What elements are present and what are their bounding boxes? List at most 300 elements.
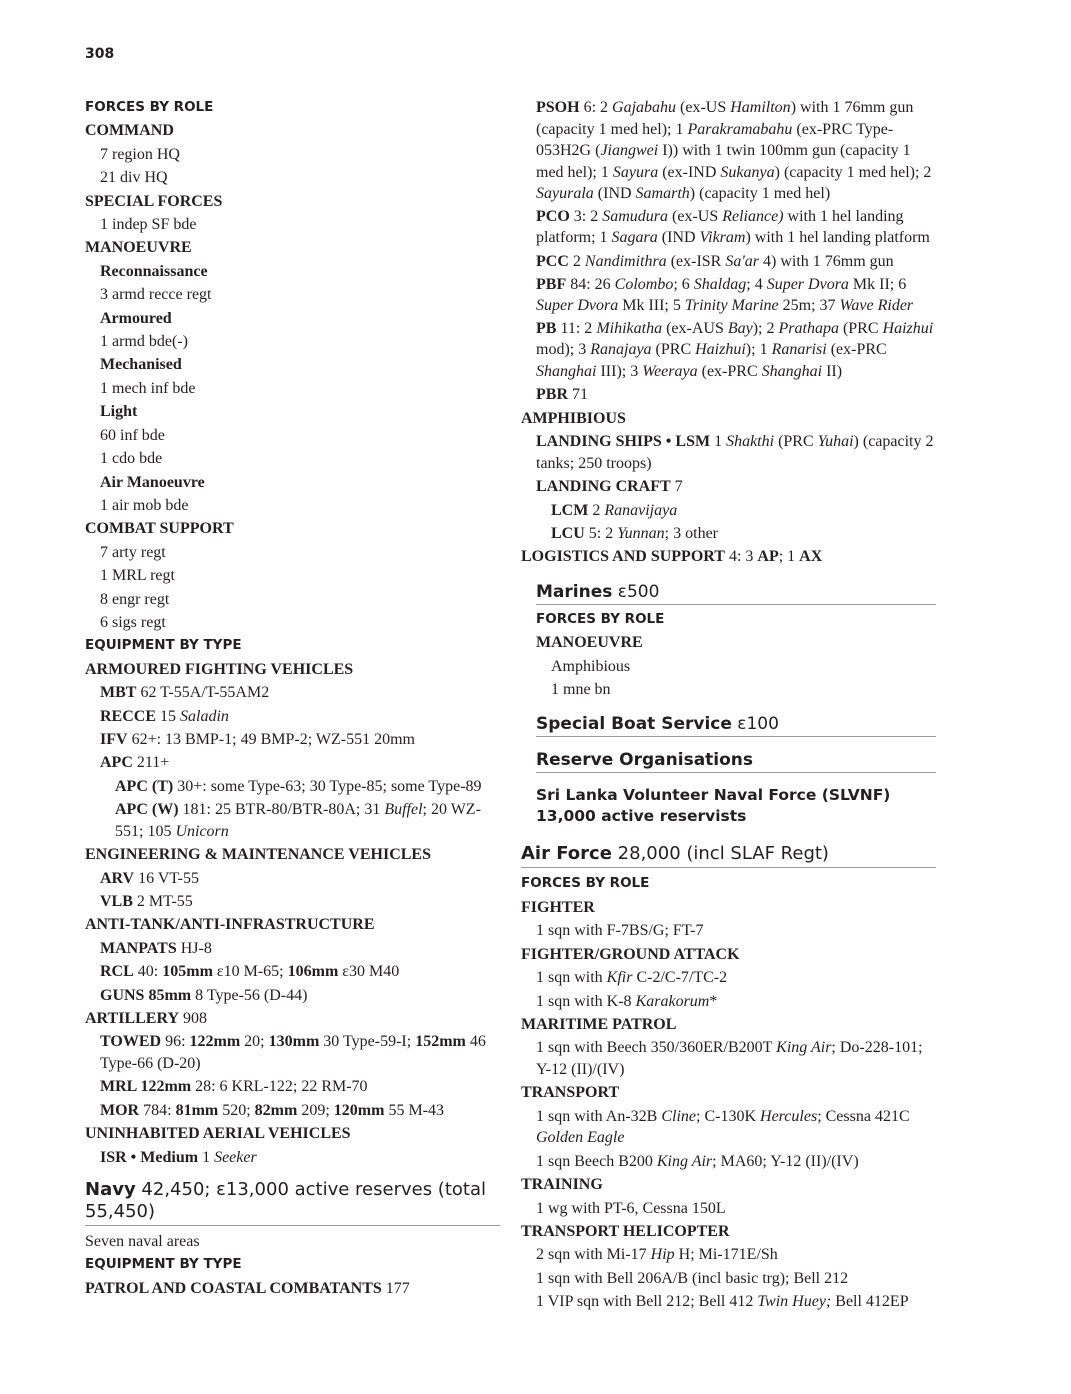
text: 1 cdo bde: [100, 450, 163, 468]
italic-text: Yuhai: [817, 433, 854, 451]
bold-text: TRANSPORT HELICOPTER: [521, 1222, 730, 1240]
bold-text: APC: [100, 754, 133, 772]
bold-text: 130mm: [268, 1033, 320, 1051]
marines-block: [536, 581, 936, 828]
text: 784:: [139, 1101, 176, 1119]
text: ε30 M40: [338, 963, 400, 981]
bold-text: FIGHTER: [521, 898, 595, 916]
text: 4) with 1 76mm gun: [759, 252, 894, 270]
italic-text: Ranajaya: [590, 341, 652, 359]
text: (ex-US: [676, 99, 731, 116]
bold-text: RECCE: [100, 707, 157, 725]
uninhabited-aerial-vehicles-line: [85, 1122, 500, 1145]
1-vip-sqn-with-bell-212-bell-412-line: [521, 1290, 936, 1313]
italic-text: Shakthi: [726, 433, 775, 451]
text: 7 region HQ: [100, 145, 180, 163]
2-sqn-with-mi-17-line: [521, 1243, 936, 1266]
1-indep-sf-bde-line: [85, 213, 500, 236]
bold-text: 106mm: [287, 963, 339, 981]
mbt-line: [85, 681, 500, 704]
navy-header-rest: 42,450; ε13,000 active reserves (total 55,450): [85, 1179, 486, 1223]
manpats-line: [85, 937, 500, 960]
amphibious-line: [536, 655, 936, 678]
bold-text: PCC: [536, 252, 569, 270]
1-mrl-regt-line: [85, 564, 500, 587]
text: ; 6: [673, 275, 694, 293]
text: (PRC: [651, 341, 696, 359]
italic-text: Nandimithra: [584, 252, 667, 270]
text: (IND: [593, 185, 636, 202]
italic-text: Haizhui: [695, 341, 746, 359]
text: 1: [198, 1148, 215, 1166]
bold-text: FIGHTER/GROUND ATTACK: [521, 945, 740, 963]
21-div-hq-line: [85, 166, 500, 189]
text: 46 Type-66 (D-20): [100, 1033, 486, 1072]
italic-text: Buffel: [384, 801, 423, 819]
italic-text: Karakorum: [635, 992, 710, 1010]
text: ); 1: [745, 341, 772, 359]
text: III); 3: [596, 362, 643, 380]
bold-text: PBF: [536, 275, 567, 293]
bold-text: IFV: [100, 730, 128, 748]
italic-text: Bay: [727, 319, 753, 337]
text: 1 indep SF bde: [100, 216, 197, 234]
rcl-line: [85, 960, 500, 983]
italic-text: Seeker: [214, 1148, 257, 1166]
text: 1 mech inf bde: [100, 379, 196, 397]
text: 1 mne bn: [551, 681, 611, 699]
italic-text: Vikram: [699, 229, 746, 246]
text: 177: [381, 1279, 410, 1297]
bold-text: AX: [799, 548, 823, 566]
bold-text: 120mm: [333, 1101, 385, 1119]
text: 7: [670, 478, 683, 496]
page-number: 308: [85, 46, 115, 62]
text: 1 sqn with An-32B: [536, 1107, 662, 1125]
training-line: [521, 1173, 936, 1196]
bold-text: AP: [757, 548, 779, 566]
text: C-2/C-7/TC-2: [632, 969, 728, 987]
pco-line: [521, 206, 936, 249]
apc-t-line: [85, 775, 500, 798]
text: 181: 25 BTR-80/BTR-80A; 31: [178, 801, 385, 819]
bold-text: ARV: [100, 869, 135, 887]
1-armd-bde-line: [85, 330, 500, 353]
text: ; 20 WZ-551; 105: [115, 801, 481, 840]
text: 2: [568, 252, 585, 270]
apc-w-line: [85, 799, 500, 842]
text: 25m; 37: [778, 297, 840, 315]
text: *: [709, 992, 718, 1010]
1-cdo-bde-line: [85, 447, 500, 470]
apc-line: [85, 751, 500, 774]
text: ; Do-228-101; Y-12 (II)/(IV): [536, 1039, 923, 1078]
text: 40:: [133, 963, 163, 981]
text: 3 armd recce regt: [100, 286, 212, 304]
pbr-line: [521, 383, 936, 406]
1-wg-with-pt-6-cessna-150l-line: [521, 1197, 936, 1220]
bold-text: 81mm: [175, 1101, 219, 1119]
bold-text: ARMOURED FIGHTING VEHICLES: [85, 660, 354, 678]
text: ) (capacity 2 tanks; 250 troops): [536, 433, 934, 472]
bold-text: Air Manoeuvre: [100, 473, 205, 491]
bold-text: FORCES BY ROLE: [536, 610, 665, 627]
text: Mk III; 5: [618, 297, 685, 315]
italic-text: Samudura: [602, 207, 669, 225]
italic-text: Reliance): [722, 207, 784, 225]
left-column: [85, 96, 500, 1300]
bold-text: VLB: [100, 893, 133, 910]
text: 60 inf bde: [100, 426, 165, 444]
italic-text: Golden Eagle: [536, 1129, 625, 1147]
text: 1 sqn with Bell 206A/B (incl basic trg); Bell 212: [536, 1269, 849, 1287]
bold-text: PBR: [536, 386, 568, 404]
text: Bell 412EP: [831, 1293, 909, 1311]
text: ; 3 other: [664, 525, 718, 543]
italic-text: King Air: [776, 1039, 832, 1057]
bold-text: RCL: [100, 963, 134, 981]
italic-text: Ranarisi: [771, 341, 827, 359]
equipment-by-type-line: [85, 634, 500, 657]
bold-text: EQUIPMENT BY TYPE: [85, 637, 242, 654]
bold-text: APC (T): [115, 777, 174, 795]
italic-text: Shaldag: [693, 275, 747, 293]
air-manoeuvre-line: [85, 471, 500, 494]
text: 6 sigs regt: [100, 613, 166, 631]
text: 2 sqn with Mi-17: [536, 1246, 651, 1264]
bold-text: PB: [536, 319, 557, 337]
amphibious-line: [521, 407, 936, 430]
italic-text: Cline: [661, 1107, 697, 1125]
italic-text: Sa'ar: [725, 252, 759, 270]
text: 1 VIP sqn with Bell 212; Bell 412: [536, 1293, 758, 1311]
text: ) (capacity 1 med hel): [689, 185, 831, 202]
maritime-patrol-line: [521, 1013, 936, 1036]
mechanised-line: [85, 353, 500, 376]
bold-text: LANDING CRAFT: [536, 478, 671, 496]
text: ε10 M-65;: [212, 963, 288, 981]
italic-text: Hercules: [760, 1107, 818, 1125]
bold-text: MANOEUVRE: [536, 634, 643, 652]
navy-section: [85, 1230, 500, 1300]
bold-text: MANOEUVRE: [85, 239, 192, 257]
italic-text: Sayura: [612, 163, 659, 181]
text: 55 M-43: [384, 1101, 444, 1119]
italic-text: Shanghai: [761, 362, 823, 380]
italic-text: Sayurala: [536, 185, 594, 202]
text: mod); 3: [536, 341, 591, 359]
text: 15: [156, 707, 181, 725]
bold-text: MRL 122mm: [100, 1078, 192, 1096]
bold-text: MANPATS: [100, 939, 177, 957]
italic-text: Mihikatha: [596, 319, 663, 337]
text: ) (capacity 1 med hel); 2: [774, 163, 932, 181]
italic-text: Yunnan: [617, 525, 665, 543]
navy-header-name: Navy: [85, 1179, 136, 1201]
artillery-line: [85, 1007, 500, 1030]
landing-craft-line: [521, 475, 936, 498]
patrol-and-coastal-combatants-line: [85, 1277, 500, 1300]
bold-text: MBT: [100, 684, 137, 702]
text: HJ-8: [176, 939, 212, 957]
text: (ex-IND: [658, 163, 721, 181]
bold-text: LCM: [551, 501, 589, 519]
italic-text: Saladin: [180, 707, 229, 725]
manoeuvre-line: [85, 236, 500, 259]
text: ; 1: [778, 548, 800, 566]
1-sqn-with-beech-350-360er-b200t-line: [521, 1037, 936, 1080]
bold-text: AMPHIBIOUS: [521, 409, 626, 427]
landing-ships-lsm-line: [521, 431, 936, 474]
italic-text: Hip: [650, 1246, 675, 1264]
reconnaissance-line: [85, 260, 500, 283]
text: 4: 3: [724, 548, 758, 566]
isr-medium-line: [85, 1146, 500, 1169]
text: 30 Type-59-I;: [319, 1033, 416, 1051]
italic-text: Twin Huey;: [757, 1293, 832, 1311]
bold-text: LOGISTICS AND SUPPORT: [521, 548, 725, 566]
bold-text: 152mm: [415, 1033, 466, 1051]
right-column: [521, 96, 936, 1314]
italic-text: King Air: [656, 1152, 713, 1170]
army-section: [85, 96, 500, 1169]
transport-helicopter-line: [521, 1220, 936, 1243]
bold-text: ENGINEERING & MAINTENANCE VEHICLES: [85, 846, 431, 864]
text: 1 air mob bde: [100, 496, 189, 514]
italic-text: Parakramabahu: [687, 120, 793, 138]
italic-text: Haizhui: [882, 319, 934, 337]
text: 20;: [240, 1033, 269, 1051]
special-forces-line: [85, 190, 500, 213]
text: 16 VT-55: [134, 869, 200, 887]
mrl-122mm-line: [85, 1075, 500, 1098]
text: Mk II; 6: [848, 275, 907, 293]
text: 1 sqn Beech B200: [536, 1152, 657, 1170]
text: (ex-AUS: [662, 319, 728, 337]
text: H; Mi-171E/Sh: [674, 1246, 778, 1264]
italic-text: Hamilton: [730, 99, 791, 116]
italic-text: Prathapa: [778, 319, 839, 337]
bold-text: ARTILLERY: [85, 1010, 180, 1028]
text: (ex-PRC: [697, 362, 762, 380]
text: 6: 2: [579, 99, 613, 116]
pcc-line: [521, 250, 936, 273]
text: 62+: 13 BMP-1; 49 BMP-2; WZ-551 20mm: [127, 730, 415, 748]
navy-header: [85, 1179, 500, 1226]
bold-text: TRANSPORT: [521, 1084, 620, 1102]
bold-text: COMMAND: [85, 122, 174, 140]
text: 3: 2: [569, 207, 603, 225]
1-mech-inf-bde-line: [85, 377, 500, 400]
bold-text: 82mm: [254, 1101, 298, 1119]
sbs-header-rest: ε100: [731, 714, 779, 735]
bold-text: MARITIME PATROL: [521, 1015, 677, 1033]
italic-text: Unicorn: [175, 822, 229, 840]
bold-text: GUNS 85mm: [100, 986, 192, 1004]
bold-text: PCO: [536, 207, 570, 225]
1-mne-bn-line: [536, 678, 936, 701]
bold-text: Armoured: [100, 309, 172, 327]
1-sqn-with-f-7bs-g-ft-7-line: [521, 919, 936, 942]
text: 209;: [297, 1101, 334, 1119]
command-line: [85, 119, 500, 142]
bold-text: SPECIAL FORCES: [85, 192, 223, 210]
pbf-line: [521, 274, 936, 317]
italic-text: Colombo: [614, 275, 674, 293]
1-air-mob-bde-line: [85, 494, 500, 517]
text: 1 wg with PT-6, Cessna 150L: [536, 1199, 726, 1217]
psoh-line: [521, 97, 936, 205]
italic-text: Jiangwei: [600, 142, 659, 159]
italic-text: Shanghai: [536, 362, 597, 380]
fighter-ground-attack-line: [521, 943, 936, 966]
italic-text: Super Dvora: [766, 275, 849, 293]
italic-text: Sagara: [611, 229, 658, 246]
marines-section: [536, 608, 936, 702]
1-sqn-beech-b200-line: [521, 1150, 936, 1173]
text: 71: [568, 386, 588, 404]
text: (ex-PRC: [826, 341, 887, 359]
armoured-fighting-vehicles-line: [85, 658, 500, 681]
1-sqn-with-an-32b-line: [521, 1106, 936, 1149]
navy-continued-section: [521, 97, 936, 569]
6-sigs-regt-line: [85, 611, 500, 634]
airforce-header-name: Air Force: [521, 843, 612, 865]
engineering-maintenance-vehicles-line: [85, 843, 500, 866]
text: 1 armd bde(-): [100, 333, 188, 351]
bold-text: TRAINING: [521, 1176, 603, 1194]
text: ; 4: [746, 275, 767, 293]
text: 1 sqn with K-8: [536, 992, 636, 1010]
text: ); 2: [752, 319, 779, 337]
lcu-line: [521, 522, 936, 545]
recce-line: [85, 705, 500, 728]
text: ; MA60; Y-12 (II)/(IV): [712, 1152, 859, 1170]
bold-text: APC (W): [115, 801, 179, 819]
bold-text: ANTI-TANK/ANTI-INFRASTRUCTURE: [85, 916, 375, 934]
text: 2: [588, 501, 605, 519]
anti-tank-anti-infrastructure-line: [85, 913, 500, 936]
italic-text: Ranavijaya: [604, 501, 678, 519]
bold-text: MOR: [100, 1101, 140, 1119]
italic-text: Sukanya: [720, 163, 775, 181]
airforce-header-rest: 28,000 (incl SLAF Regt): [611, 843, 829, 865]
sbs-header-name: Special Boat Service: [536, 714, 732, 735]
bold-text: 105mm: [162, 963, 213, 981]
bold-text: PSOH: [536, 99, 580, 116]
marines-header-rest: ε500: [612, 581, 660, 602]
mor-line: [85, 1099, 500, 1122]
marines-header-name: Marines: [536, 581, 613, 602]
text: 7 arty regt: [100, 543, 166, 561]
60-inf-bde-line: [85, 424, 500, 447]
text: 908: [179, 1010, 208, 1028]
bold-text: LANDING SHIPS • LSM: [536, 433, 711, 451]
combat-support-line: [85, 517, 500, 540]
guns-85mm-line: [85, 984, 500, 1007]
text: ; C-130K: [696, 1107, 761, 1125]
text: ; Cessna 421C: [817, 1107, 910, 1125]
1-sqn-with-k-8-line: [521, 990, 936, 1013]
marines-header: [536, 581, 936, 605]
bold-text: FORCES BY ROLE: [521, 875, 650, 892]
italic-text: Trinity Marine: [684, 297, 779, 315]
text: with 1 hel landing platform; 1: [536, 207, 904, 246]
fighter-line: [521, 896, 936, 919]
forces-by-role-line: [521, 872, 936, 895]
text: 520;: [218, 1101, 255, 1119]
bold-text: Mechanised: [100, 356, 182, 374]
towed-line: [85, 1031, 500, 1074]
1-sqn-with-bell-206a-b-incl-basic-trg-be-line: [521, 1267, 936, 1290]
text: 8 engr regt: [100, 590, 170, 608]
text: (ex-PRC Type-053H2G (: [536, 120, 894, 159]
bold-text: Reconnaissance: [100, 262, 208, 280]
italic-text: Super Dvora: [536, 297, 619, 315]
lcm-line: [521, 499, 936, 522]
text: 1 sqn with Beech 350/360ER/B200T: [536, 1039, 777, 1057]
text: 30+: some Type-63; 30 Type-85; some Type-89: [173, 777, 482, 795]
ifv-line: [85, 728, 500, 751]
text: 1 sqn with F-7BS/G; FT-7: [536, 922, 704, 940]
text: I)) with 1 twin 100mm gun (capacity 1 med hel); 1: [536, 142, 911, 181]
bold-text: PATROL AND COASTAL COMBATANTS: [85, 1279, 382, 1297]
arv-line: [85, 867, 500, 890]
seven-naval-areas-line: [85, 1230, 500, 1253]
forces-by-role-line: [85, 96, 500, 119]
text: 62 T-55A/T-55AM2: [136, 684, 270, 702]
pb-line: [521, 318, 936, 383]
3-armd-recce-regt-line: [85, 283, 500, 306]
forces-by-role-line: [536, 608, 936, 631]
text: II): [822, 362, 843, 380]
transport-line: [521, 1081, 936, 1104]
text: 84: 26: [566, 275, 615, 293]
text: 1 MRL regt: [100, 567, 175, 585]
text: (PRC: [838, 319, 883, 337]
airforce-header: [521, 843, 936, 868]
text: Seven naval areas: [85, 1233, 200, 1251]
reserve-header: [536, 749, 936, 773]
text: 1 sqn with: [536, 969, 607, 987]
italic-text: Kfir: [606, 969, 633, 987]
italic-text: Samarth: [635, 185, 690, 202]
text: 28: 6 KRL-122; 22 RM-70: [191, 1078, 368, 1096]
8-engr-regt-line: [85, 588, 500, 611]
text: 1: [710, 433, 727, 451]
text: 11: 2: [556, 319, 597, 337]
light-line: [85, 400, 500, 423]
vlb-line: [85, 890, 500, 913]
armoured-line: [85, 307, 500, 330]
text: 5: 2: [584, 525, 618, 543]
7-arty-regt-line: [85, 541, 500, 564]
7-region-hq-line: [85, 143, 500, 166]
airforce-section: [521, 872, 936, 1313]
italic-text: Gajabahu: [612, 99, 677, 116]
bold-text: COMBAT SUPPORT: [85, 520, 234, 538]
text: (ex-ISR: [666, 252, 726, 270]
bold-text: ISR • Medium: [100, 1148, 199, 1166]
text: (ex-US: [668, 207, 723, 225]
sbs-header: [536, 713, 936, 737]
text: 96:: [161, 1033, 190, 1051]
text: (IND: [657, 229, 700, 246]
text: 211+: [132, 754, 170, 772]
bold-text: Light: [100, 403, 138, 421]
manoeuvre-line: [536, 631, 936, 654]
reserve-header-name: Reserve Organisations: [536, 750, 754, 771]
